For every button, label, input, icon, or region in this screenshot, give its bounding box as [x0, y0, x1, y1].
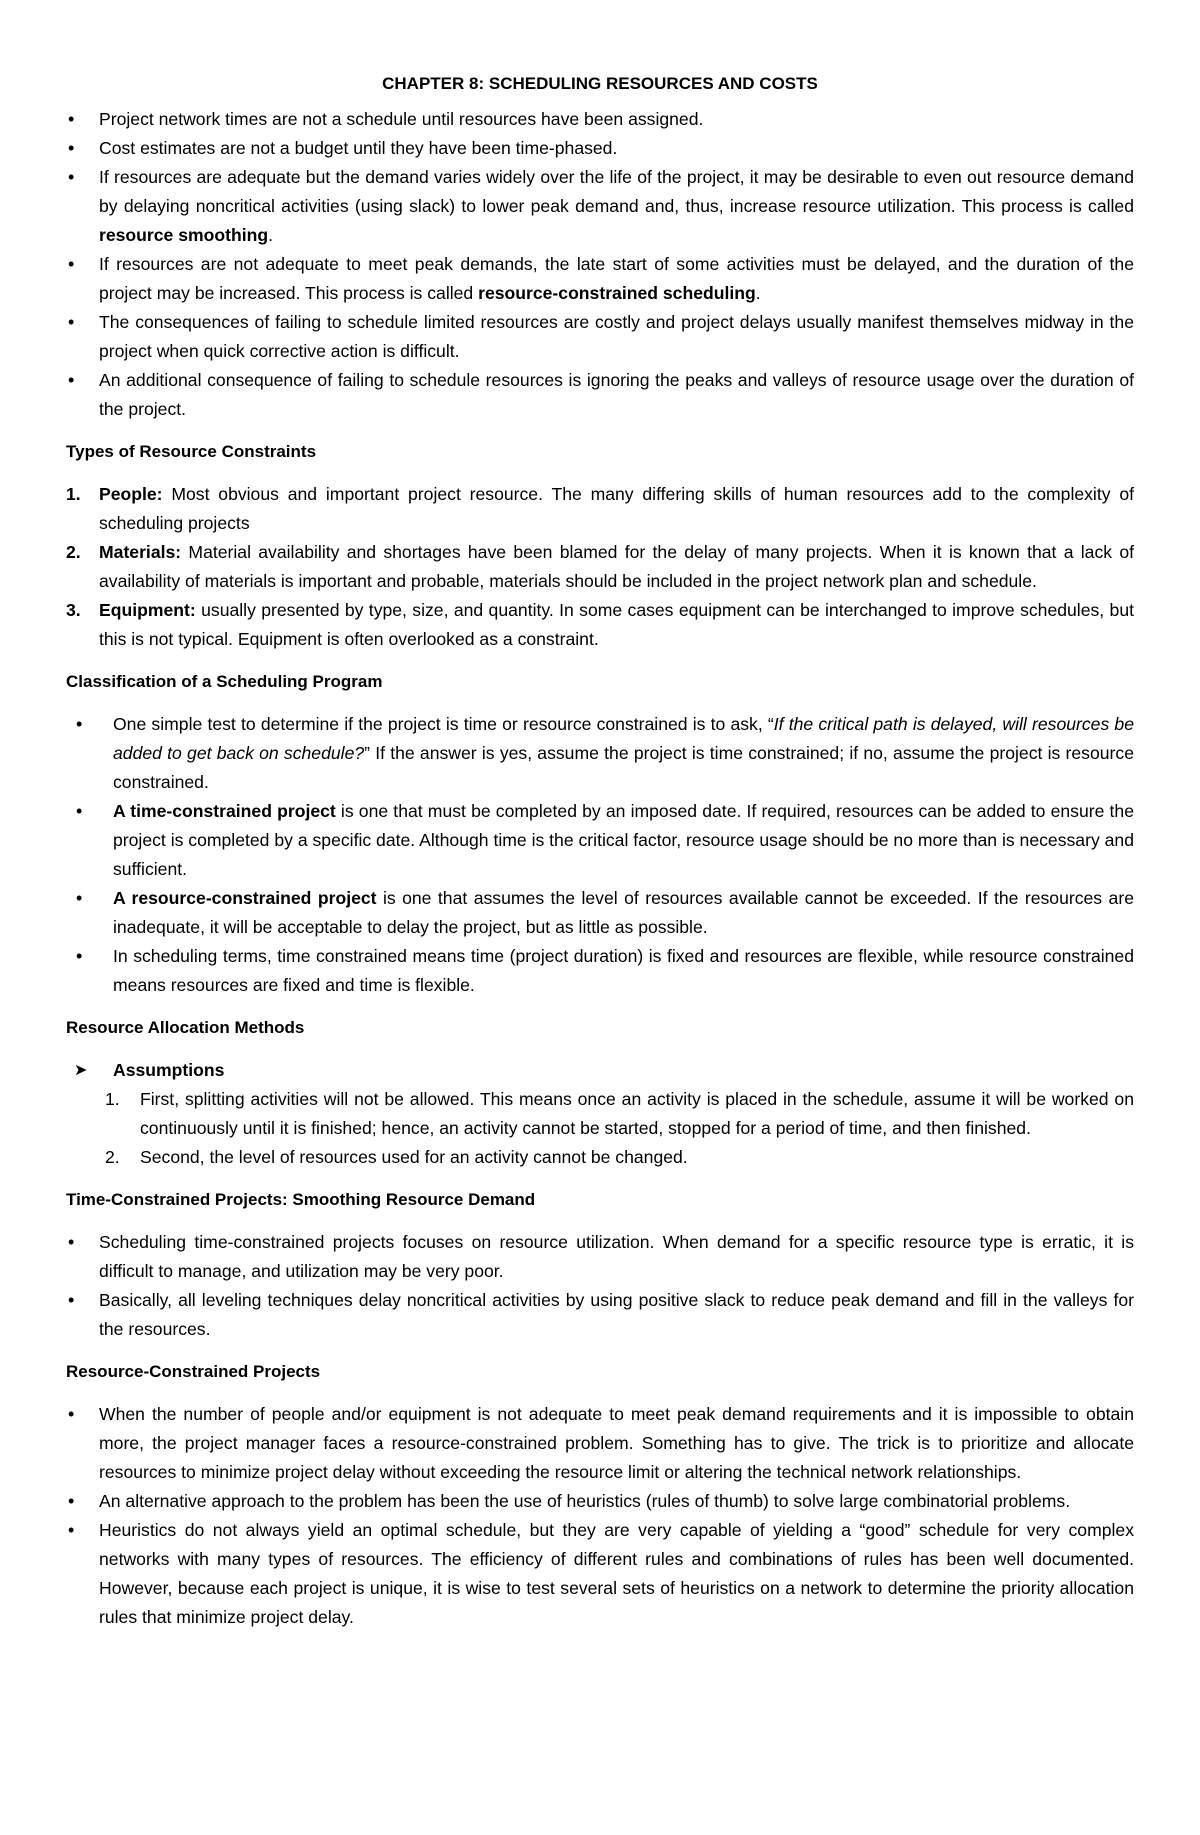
assumptions-list — [66, 1085, 1134, 1172]
list-item: • Cost estimates are not a budget until they have been time-phased. — [66, 134, 1134, 163]
list-item: • Heuristics do not always yield an optimal schedule, but they are very capable of yielding a “good” schedule for very complex networks with many types of resources. The efficiency of different rules and combinations of rules has been well documented. However, because each project is unique, it is wise to test several sets of heuristics on a network to determine the priority allocation rules that minimize project delay. — [66, 1516, 1134, 1632]
list-item: 3. Equipment: usually presented by type, size, and quantity. In some cases equipment can be interchanged to improve schedules, but this is not typical. Equipment is often overlooked as a constraint. — [66, 600, 1134, 649]
time-constrained-list — [66, 1228, 1134, 1344]
arrow-bullet-icon: ➤ — [74, 1062, 88, 1079]
list-item: 2. Materials: Material availability and shortages have been blamed for the delay of many projects. When it is known that a lack of availability of materials is important and probable, materials should be included in the project network plan and schedule. — [66, 542, 1134, 591]
list-item: • Scheduling time-constrained projects focuses on resource utilization. When demand for a specific resource type is erratic, it is difficult to manage, and utilization may be very poor. — [66, 1228, 1134, 1286]
chapter-title: CHAPTER 8: SCHEDULING RESOURCES AND COSTS — [382, 74, 818, 93]
assumptions-item: ➤ Assumptions — [66, 1056, 1134, 1085]
list-item: • Project network times are not a schedule until resources have been assigned. — [66, 105, 1134, 134]
intro-list — [66, 105, 1134, 424]
classification-list — [66, 710, 1134, 1000]
list-item: • The consequences of failing to schedule limited resources are costly and project delays usually manifest themselves midway in the project when quick corrective action is difficult. — [66, 308, 1134, 366]
section-heading-time-constrained: Time-Constrained Projects: Smoothing Resource Demand — [66, 1190, 536, 1209]
section-heading-types: Types of Resource Constraints — [66, 442, 317, 461]
list-item: 1. First, splitting activities will not be allowed. This means once an activity is placed in the schedule, assume it will be worked on continuously until it is finished; hence, an activity cannot be started, stopped for a period of time, and then finished. — [105, 1089, 1134, 1138]
list-item: • One simple test to determine if the project is time or resource constrained is to ask, “If the critical path is delayed, will resources be added to get back on schedule?” If the answer is yes, assume the project is time constrained; if no, assume the project is resource constrained. — [66, 710, 1134, 797]
list-item: 1. People: Most obvious and important project resource. The many differing skills of human resources add to the complexity of scheduling projects — [66, 484, 1134, 533]
list-item: • If resources are adequate but the demand varies widely over the life of the project, it may be desirable to even out resource demand by delaying noncritical activities (using slack) to lower peak demand and, thus, increase resource utilization. This process is called resource smoothing. — [66, 163, 1134, 250]
list-item: • When the number of people and/or equipment is not adequate to meet peak demand requirements and it is impossible to obtain more, the project manager faces a resource-constrained problem. Something has to give. The trick is to prioritize and allocate resources to minimize project delay without exceeding the resource limit or altering the technical network relationships. — [66, 1400, 1134, 1487]
list-item: • An additional consequence of failing to schedule resources is ignoring the peaks and valleys of resource usage over the duration of the project. — [66, 366, 1134, 424]
section-heading-classification: Classification of a Scheduling Program — [66, 672, 383, 691]
list-item: 2. Second, the level of resources used for an activity cannot be changed. — [105, 1147, 688, 1167]
list-item: • An alternative approach to the problem has been the use of heuristics (rules of thumb) to solve large combinatorial problems. — [66, 1487, 1134, 1516]
section-heading-allocation: Resource Allocation Methods — [66, 1018, 305, 1037]
section-heading-resource-constrained: Resource-Constrained Projects — [66, 1362, 321, 1381]
list-item: • A time-constrained project is one that must be completed by an imposed date. If required, resources can be added to ensure the project is completed by a specific date. Although time is the critical factor, resource usage should be no more than is necessary and sufficient. — [66, 797, 1134, 884]
resource-constrained-list — [66, 1400, 1134, 1632]
types-list — [66, 480, 1134, 654]
list-item: • If resources are not adequate to meet peak demands, the late start of some activities must be delayed, and the duration of the project may be increased. This process is called resource-constrained scheduling. — [66, 250, 1134, 308]
list-item: • A resource-constrained project is one that assumes the level of resources available cannot be exceeded. If the resources are inadequate, it will be acceptable to delay the project, but as little as possible. — [66, 884, 1134, 942]
list-item: • Basically, all leveling techniques delay noncritical activities by using positive slack to reduce peak demand and fill in the valleys for the resources. — [66, 1286, 1134, 1344]
list-item: • In scheduling terms, time constrained means time (project duration) is fixed and resources are flexible, while resource constrained means resources are fixed and time is flexible. — [66, 942, 1134, 1000]
